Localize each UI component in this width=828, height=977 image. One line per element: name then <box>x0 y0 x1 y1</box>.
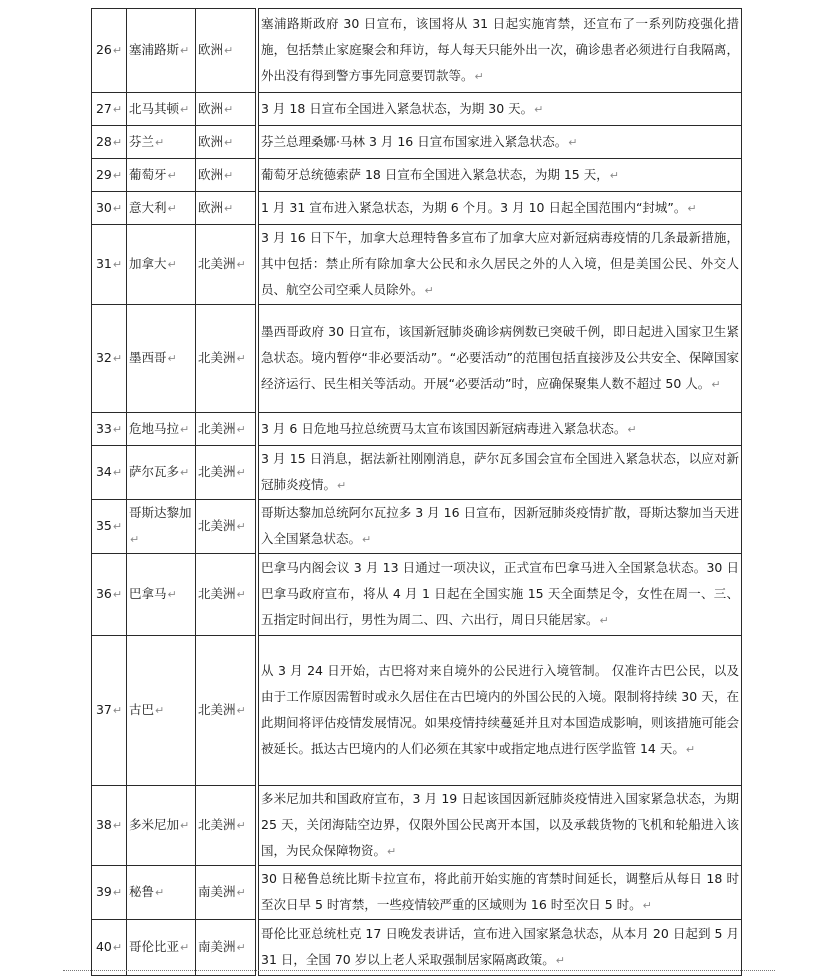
paragraph-mark-icon: ↵ <box>685 743 696 756</box>
paragraph-mark-icon: ↵ <box>337 479 347 492</box>
paragraph-mark-icon: ↵ <box>224 168 234 182</box>
measures-text: 从 3 月 24 日开始，古巴将对来自境外的公民进行入境管制。 仅准许古巴公民，以及由于工作原因需暂时或永久居住在古巴境内的外国公民的入境。限制将持续 30 天，在此期间将评估疫情发展情况。如果疫情持续蔓延并且对本国造成影响，则该措施可能会被延长。抵达古巴境内的人们必须在其家中或指定地点进行医学监管 14 天。 <box>261 663 739 756</box>
row-number: 33 <box>95 420 112 436</box>
continent-name: 南美洲 <box>198 939 236 954</box>
continent-cell <box>196 786 258 866</box>
paragraph-mark-icon: ↵ <box>167 258 177 271</box>
continent-cell <box>196 554 258 636</box>
continent-name: 北美洲 <box>198 256 236 271</box>
country-cell <box>127 413 196 446</box>
paragraph-mark-icon: ↵ <box>180 466 190 479</box>
row-number: 34 <box>95 464 112 479</box>
country-name: 加拿大 <box>129 256 167 271</box>
country-cell <box>127 636 196 786</box>
paragraph-mark-icon: ↵ <box>599 614 609 627</box>
country-name: 哥伦比亚 <box>129 939 180 954</box>
measures-cell <box>257 159 742 192</box>
continent-cell <box>196 305 258 413</box>
continent-cell <box>196 126 258 159</box>
measures-cell <box>257 786 742 866</box>
paragraph-mark-icon: ↵ <box>568 135 578 149</box>
country-cell <box>127 866 196 920</box>
paragraph-mark-icon: ↵ <box>112 941 123 954</box>
row-number: 28 <box>95 133 112 149</box>
measures-text: 1 月 31 宣布进入紧急状态，为期 6 个月。3 月 10 日起全国范围内“封城”。 <box>261 199 687 215</box>
table-row <box>92 159 742 192</box>
measures-text: 3 月 16 日下午，加拿大总理特鲁多宣布了加拿大应对新冠病毒疫情的几条最新措施，其中包括：禁止所有除加拿大公民和永久居民之外的人入境，但是美国公民、外交人员、航空公司空乘人员除外。 <box>261 230 739 297</box>
continent-cell <box>196 192 258 225</box>
measures-cell <box>257 9 742 93</box>
row-number: 39 <box>95 884 112 899</box>
row-number-cell <box>92 93 127 126</box>
country-name: 多米尼加 <box>129 817 180 832</box>
country-cell <box>127 446 196 500</box>
country-cell <box>127 159 196 192</box>
paragraph-mark-icon: ↵ <box>112 201 123 215</box>
continent-name: 北美洲 <box>198 464 236 479</box>
paragraph-mark-icon: ↵ <box>224 135 234 149</box>
country-cell <box>127 9 196 93</box>
measures-text: 塞浦路斯政府 30 日宣布，该国将从 31 日起实施宵禁，还宣布了一系列防疫强化措施，包括禁止家庭聚会和拜访，每人每天只能外出一次，确诊患者必须进行自我隔离，外出没有得到警方事先同意要罚款等。 <box>261 16 739 83</box>
continent-name: 北美洲 <box>198 518 236 533</box>
row-number: 40 <box>95 939 112 954</box>
measures-text: 葡萄牙总统德索萨 18 日宣布全国进入紧急状态，为期 15 天， <box>261 166 609 182</box>
country-cell <box>127 920 196 976</box>
country-cell <box>127 500 196 554</box>
paragraph-mark-icon: ↵ <box>424 284 434 297</box>
country-name: 芬兰 <box>129 133 155 149</box>
row-number: 35 <box>95 518 112 533</box>
continent-cell <box>196 93 258 126</box>
country-name: 塞浦路斯 <box>129 42 180 57</box>
row-number-cell <box>92 446 127 500</box>
table-row <box>92 305 742 413</box>
continent-cell <box>196 9 258 93</box>
row-number-cell <box>92 159 127 192</box>
paragraph-mark-icon: ↵ <box>236 886 246 899</box>
continent-name: 欧洲 <box>198 166 224 182</box>
continent-name: 北美洲 <box>198 350 236 365</box>
country-cell <box>127 192 196 225</box>
paragraph-mark-icon: ↵ <box>236 704 246 717</box>
paragraph-mark-icon: ↵ <box>112 588 123 601</box>
continent-cell <box>196 413 258 446</box>
row-number: 38 <box>95 817 112 832</box>
paragraph-mark-icon: ↵ <box>112 886 123 899</box>
measures-cell <box>257 225 742 305</box>
row-number: 31 <box>95 256 112 271</box>
row-number: 29 <box>95 166 112 182</box>
country-name: 哥斯达黎加 <box>129 505 192 520</box>
paragraph-mark-icon: ↵ <box>155 886 165 899</box>
table-row <box>92 920 742 976</box>
paragraph-mark-icon: ↵ <box>167 352 177 365</box>
measures-cell <box>257 500 742 554</box>
continent-cell <box>196 866 258 920</box>
table-row <box>92 9 742 93</box>
measures-cell <box>257 192 742 225</box>
measures-cell <box>257 93 742 126</box>
country-name: 危地马拉 <box>129 420 180 436</box>
country-cell <box>127 305 196 413</box>
paragraph-mark-icon: ↵ <box>224 201 234 215</box>
row-number-cell <box>92 786 127 866</box>
table-row <box>92 93 742 126</box>
paragraph-mark-icon: ↵ <box>180 422 190 436</box>
paragraph-mark-icon: ↵ <box>130 533 140 546</box>
country-name: 萨尔瓦多 <box>129 464 180 479</box>
row-number: 32 <box>95 350 112 365</box>
paragraph-mark-icon: ↵ <box>224 44 234 57</box>
paragraph-mark-icon: ↵ <box>180 44 190 57</box>
row-number-cell <box>92 126 127 159</box>
paragraph-mark-icon: ↵ <box>112 466 123 479</box>
continent-cell <box>196 446 258 500</box>
row-number-cell <box>92 866 127 920</box>
table-body <box>92 9 742 976</box>
measures-cell <box>257 446 742 500</box>
paragraph-mark-icon: ↵ <box>236 466 246 479</box>
paragraph-mark-icon: ↵ <box>112 102 123 116</box>
paragraph-mark-icon: ↵ <box>555 954 565 967</box>
country-cell <box>127 93 196 126</box>
country-name: 巴拿马 <box>129 586 167 601</box>
measures-text: 墨西哥政府 30 日宣布，该国新冠肺炎确诊病例数已突破千例，即日起进入国家卫生紧急状态。境内暂停“非必要活动”。“必要活动”的范围包括直接涉及公共安全、保障国家经济运行、民生相关等活动。开展“必要活动”时，应确保聚集人数不超过 50 人。 <box>261 324 739 391</box>
row-number-cell <box>92 554 127 636</box>
paragraph-mark-icon: ↵ <box>112 520 123 533</box>
paragraph-mark-icon: ↵ <box>167 168 177 182</box>
paragraph-mark-icon: ↵ <box>627 422 637 436</box>
paragraph-mark-icon: ↵ <box>687 201 697 215</box>
country-name: 墨西哥 <box>129 350 167 365</box>
paragraph-mark-icon: ↵ <box>155 704 165 717</box>
table-row <box>92 554 742 636</box>
measures-cell <box>257 636 742 786</box>
page-bottom-divider <box>63 970 775 971</box>
paragraph-mark-icon: ↵ <box>180 102 190 116</box>
paragraph-mark-icon: ↵ <box>112 704 123 717</box>
row-number: 37 <box>95 702 112 717</box>
paragraph-mark-icon: ↵ <box>167 588 177 601</box>
measures-text: 3 月 18 日宣布全国进入紧急状态，为期 30 天。 <box>261 100 534 116</box>
continent-cell <box>196 500 258 554</box>
measures-cell <box>257 554 742 636</box>
row-number: 30 <box>95 199 112 215</box>
row-number-cell <box>92 920 127 976</box>
paragraph-mark-icon: ↵ <box>474 70 484 83</box>
continent-name: 北美洲 <box>198 420 236 436</box>
row-number: 26 <box>95 42 112 57</box>
country-name: 意大利 <box>129 199 167 215</box>
table-row <box>92 413 742 446</box>
paragraph-mark-icon: ↵ <box>236 588 246 601</box>
row-number-cell <box>92 305 127 413</box>
paragraph-mark-icon: ↵ <box>711 378 721 391</box>
row-number: 36 <box>95 586 112 601</box>
paragraph-mark-icon: ↵ <box>112 258 123 271</box>
row-number-cell <box>92 413 127 446</box>
paragraph-mark-icon: ↵ <box>236 422 246 436</box>
row-number: 27 <box>95 100 112 116</box>
emergency-measures-table <box>91 8 742 976</box>
paragraph-mark-icon: ↵ <box>112 135 123 149</box>
continent-cell <box>196 159 258 192</box>
measures-text: 多米尼加共和国政府宣布，3 月 19 日起该国因新冠肺炎疫情进入国家紧急状态，为期 25 天，关闭海陆空边界，仅限外国公民离开本国，以及承载货物的飞机和轮船进入该国，为民众保障物资。 <box>261 791 739 858</box>
country-name: 古巴 <box>129 702 155 717</box>
paragraph-mark-icon: ↵ <box>112 352 123 365</box>
table-row <box>92 225 742 305</box>
paragraph-mark-icon: ↵ <box>236 352 246 365</box>
paragraph-mark-icon: ↵ <box>224 102 234 116</box>
country-cell <box>127 126 196 159</box>
measures-text: 巴拿马内阁会议 3 月 13 日通过一项决议，正式宣布巴拿马进入全国紧急状态。30 日巴拿马政府宣布，将从 4 月 1 日起在全国实施 15 天全面禁足令，女性在周一、三、五指定时间出行，男性为周二、四、六出行，周日只能居家。 <box>261 560 739 627</box>
measures-cell <box>257 920 742 976</box>
country-cell <box>127 554 196 636</box>
paragraph-mark-icon: ↵ <box>236 520 246 533</box>
paragraph-mark-icon: ↵ <box>236 258 246 271</box>
row-number-cell <box>92 192 127 225</box>
continent-cell <box>196 636 258 786</box>
table-row <box>92 786 742 866</box>
table-row <box>92 446 742 500</box>
measures-text: 30 日秘鲁总统比斯卡拉宣布，将此前开始实施的宵禁时间延长，调整后从每日 18 时至次日早 5 时宵禁，一些疫情较严重的区域则为 16 时至次日 5 时。 <box>261 871 739 912</box>
country-cell <box>127 786 196 866</box>
paragraph-mark-icon: ↵ <box>112 168 123 182</box>
paragraph-mark-icon: ↵ <box>609 168 619 182</box>
continent-name: 欧洲 <box>198 42 224 57</box>
paragraph-mark-icon: ↵ <box>112 819 123 832</box>
row-number-cell <box>92 9 127 93</box>
paragraph-mark-icon: ↵ <box>642 899 652 912</box>
continent-name: 欧洲 <box>198 133 224 149</box>
paragraph-mark-icon: ↵ <box>236 819 246 832</box>
paragraph-mark-icon: ↵ <box>112 44 123 57</box>
continent-name: 北美洲 <box>198 817 236 832</box>
paragraph-mark-icon: ↵ <box>155 135 165 149</box>
paragraph-mark-icon: ↵ <box>387 845 397 858</box>
country-name: 葡萄牙 <box>129 166 167 182</box>
measures-text: 芬兰总理桑娜·马林 3 月 16 日宣布国家进入紧急状态。 <box>261 133 568 149</box>
country-name: 秘鲁 <box>129 884 155 899</box>
continent-name: 北美洲 <box>198 586 236 601</box>
measures-cell <box>257 866 742 920</box>
row-number-cell <box>92 636 127 786</box>
continent-name: 欧洲 <box>198 199 224 215</box>
measures-text: 3 月 15 日消息，据法新社刚刚消息，萨尔瓦多国会宣布全国进入紧急状态，以应对新冠肺炎疫情。 <box>261 451 739 492</box>
country-name: 北马其顿 <box>129 100 180 116</box>
continent-name: 南美洲 <box>198 884 236 899</box>
table-row <box>92 126 742 159</box>
paragraph-mark-icon: ↵ <box>180 819 190 832</box>
paragraph-mark-icon: ↵ <box>112 422 123 436</box>
measures-cell <box>257 126 742 159</box>
measures-text: 哥伦比亚总统杜克 17 日晚发表讲话，宣布进入国家紧急状态，从本月 20 日起到 5 月 31 日，全国 70 岁以上老人采取强制居家隔离政策。 <box>261 926 739 967</box>
measures-cell <box>257 305 742 413</box>
row-number-cell <box>92 500 127 554</box>
continent-name: 欧洲 <box>198 100 224 116</box>
continent-cell <box>196 920 258 976</box>
paragraph-mark-icon: ↵ <box>236 941 246 954</box>
paragraph-mark-icon: ↵ <box>180 941 190 954</box>
country-cell <box>127 225 196 305</box>
continent-name: 北美洲 <box>198 702 236 717</box>
table-row <box>92 636 742 786</box>
row-number-cell <box>92 225 127 305</box>
paragraph-mark-icon: ↵ <box>362 533 372 546</box>
continent-cell <box>196 225 258 305</box>
measures-text: 哥斯达黎加总统阿尔瓦拉多 3 月 16 日宣布，因新冠肺炎疫情扩散，哥斯达黎加当天进入全国紧急状态。 <box>261 505 739 546</box>
table-row <box>92 500 742 554</box>
measures-text: 3 月 6 日危地马拉总统贾马太宣布该国因新冠病毒进入紧急状态。 <box>261 420 627 436</box>
paragraph-mark-icon: ↵ <box>167 201 177 215</box>
table-row <box>92 866 742 920</box>
measures-cell <box>257 413 742 446</box>
paragraph-mark-icon: ↵ <box>534 102 544 116</box>
table-row <box>92 192 742 225</box>
